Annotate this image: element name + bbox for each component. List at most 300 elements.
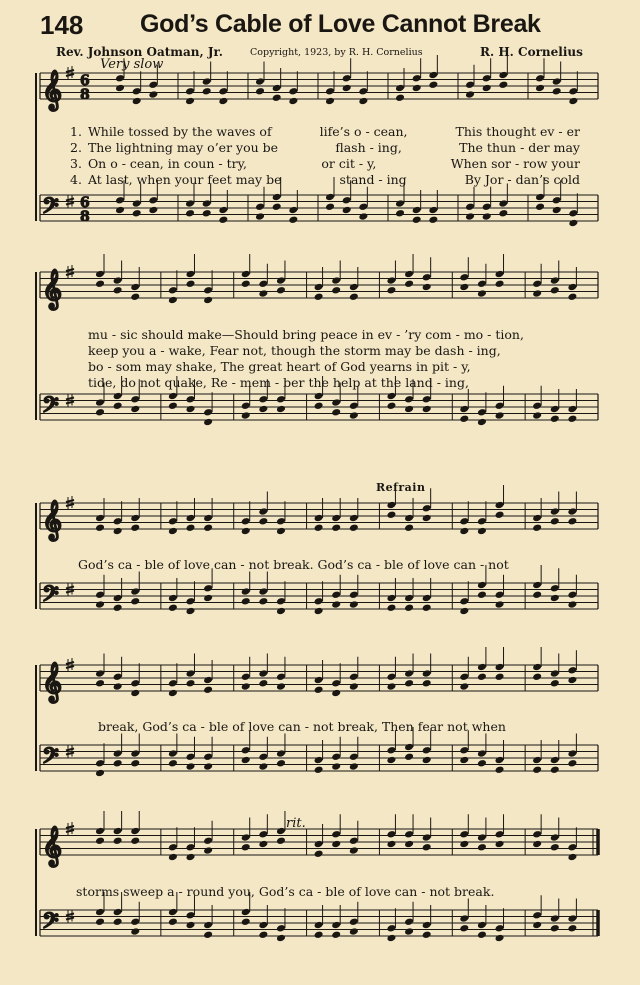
- note-head: [550, 584, 560, 593]
- note-head: [568, 219, 578, 228]
- note-head: [550, 679, 560, 688]
- note-head: [130, 917, 140, 926]
- hymn-number: 148: [40, 10, 84, 40]
- note-head: [567, 924, 577, 933]
- note-head: [495, 672, 505, 681]
- note-head: [404, 279, 414, 288]
- note-head: [130, 827, 140, 836]
- note-head: [314, 849, 324, 858]
- note-head: [550, 914, 560, 923]
- note-head: [532, 921, 542, 930]
- note-head: [186, 921, 196, 930]
- note-head: [349, 514, 359, 523]
- note-head: [241, 587, 251, 596]
- note-head: [203, 418, 213, 427]
- note-head: [148, 90, 158, 99]
- note-head: [495, 924, 505, 933]
- note-head: [477, 930, 487, 939]
- lyricist-credit: Rev. Johnson Oatman, Jr.: [56, 45, 223, 59]
- note-head: [550, 833, 560, 842]
- treble-clef-icon: 𝄞: [42, 500, 63, 540]
- note-head: [395, 199, 405, 208]
- note-head: [255, 77, 265, 86]
- note-head: [113, 672, 123, 681]
- note-head: [498, 71, 508, 80]
- note-head: [404, 514, 414, 523]
- note-head: [395, 209, 405, 218]
- note-head: [130, 679, 140, 688]
- note-head: [428, 206, 438, 215]
- note-head: [428, 71, 438, 80]
- note-head: [258, 830, 268, 839]
- note-head: [459, 840, 469, 849]
- note-head: [168, 908, 178, 917]
- note-head: [276, 286, 286, 295]
- note-head: [404, 917, 414, 926]
- note-head: [272, 202, 282, 211]
- note-head: [95, 279, 105, 288]
- note-head: [168, 517, 178, 526]
- note-head: [314, 921, 324, 930]
- note-head: [567, 283, 577, 292]
- note-head: [218, 206, 228, 215]
- note-head: [404, 669, 414, 678]
- note-head: [203, 846, 213, 855]
- note-head: [168, 401, 178, 410]
- note-head: [95, 408, 105, 417]
- note-head: [386, 603, 396, 612]
- note-head: [115, 84, 125, 93]
- note-head: [331, 689, 341, 698]
- note-head: [495, 501, 505, 510]
- note-head: [132, 199, 142, 208]
- note-head: [404, 752, 414, 761]
- note-head: [276, 682, 286, 691]
- note-head: [331, 523, 341, 532]
- note-head: [412, 84, 422, 93]
- note-head: [422, 843, 432, 852]
- note-head: [386, 830, 396, 839]
- note-head: [567, 600, 577, 609]
- note-head: [349, 682, 359, 691]
- note-head: [203, 514, 213, 523]
- verse-2-line: 2. The lightning may o’er you be flash - ing, The thun - der may: [70, 140, 580, 155]
- note-head: [412, 215, 422, 224]
- note-head: [95, 514, 105, 523]
- note-head: [130, 749, 140, 758]
- note-head: [258, 752, 268, 761]
- note-head: [203, 762, 213, 771]
- note-head: [386, 756, 396, 765]
- note-head: [115, 196, 125, 205]
- note-head: [567, 517, 577, 526]
- note-head: [532, 830, 542, 839]
- note-head: [535, 74, 545, 83]
- note-head: [349, 752, 359, 761]
- note-head: [258, 507, 268, 516]
- treble-clef-icon: 𝄞: [42, 269, 63, 309]
- note-head: [349, 283, 359, 292]
- note-head: [218, 215, 228, 224]
- note-head: [168, 679, 178, 688]
- note-head: [495, 663, 505, 672]
- note-head: [386, 934, 396, 943]
- bass-clef-icon: 𝄢: [42, 393, 59, 423]
- note-head: [459, 672, 469, 681]
- note-head: [168, 392, 178, 401]
- note-head: [113, 603, 123, 612]
- note-head: [495, 270, 505, 279]
- note-head: [255, 87, 265, 96]
- note-head: [132, 87, 142, 96]
- note-head: [218, 97, 228, 106]
- note-head: [482, 84, 492, 93]
- note-head: [404, 523, 414, 532]
- note-head: [477, 590, 487, 599]
- note-head: [241, 746, 251, 755]
- note-head: [422, 746, 432, 755]
- note-head: [202, 77, 212, 86]
- note-head: [202, 87, 212, 96]
- note-head: [241, 527, 251, 536]
- note-head: [422, 504, 432, 513]
- note-head: [386, 594, 396, 603]
- note-head: [258, 762, 268, 771]
- note-head: [255, 212, 265, 221]
- note-head: [495, 279, 505, 288]
- note-head: [331, 590, 341, 599]
- note-head: [95, 398, 105, 407]
- note-head: [95, 270, 105, 279]
- note-head: [272, 84, 282, 93]
- note-head: [477, 843, 487, 852]
- note-head: [276, 827, 286, 836]
- note-head: [477, 408, 487, 417]
- time-signature-denominator: 8: [80, 209, 90, 225]
- note-head: [276, 924, 286, 933]
- note-head: [185, 97, 195, 106]
- note-head: [113, 682, 123, 691]
- note-head: [459, 746, 469, 755]
- note-head: [567, 414, 577, 423]
- note-head: [186, 395, 196, 404]
- note-head: [532, 401, 542, 410]
- note-head: [477, 663, 487, 672]
- note-head: [130, 523, 140, 532]
- note-head: [276, 517, 286, 526]
- note-head: [386, 276, 396, 285]
- note-head: [113, 392, 123, 401]
- note-head: [95, 523, 105, 532]
- note-head: [358, 87, 368, 96]
- note-head: [130, 927, 140, 936]
- note-head: [272, 193, 282, 202]
- refrain-line-3: storms sweep a - round you, God’s ca - ble of love can - not break.: [76, 884, 495, 899]
- note-head: [168, 689, 178, 698]
- note-head: [314, 756, 324, 765]
- note-head: [422, 405, 432, 414]
- note-head: [130, 597, 140, 606]
- note-head: [568, 209, 578, 218]
- note-head: [272, 93, 282, 102]
- note-head: [168, 759, 178, 768]
- note-head: [567, 666, 577, 675]
- note-head: [203, 930, 213, 939]
- note-head: [168, 843, 178, 852]
- note-head: [203, 594, 213, 603]
- note-head: [258, 395, 268, 404]
- note-head: [349, 411, 359, 420]
- note-head: [349, 927, 359, 936]
- note-head: [567, 853, 577, 862]
- note-head: [95, 679, 105, 688]
- note-head: [532, 672, 542, 681]
- note-head: [203, 523, 213, 532]
- note-head: [349, 917, 359, 926]
- note-head: [186, 669, 196, 678]
- note-head: [130, 514, 140, 523]
- note-head: [314, 514, 324, 523]
- note-head: [422, 603, 432, 612]
- note-head: [115, 206, 125, 215]
- note-head: [477, 279, 487, 288]
- note-head: [241, 672, 251, 681]
- note-head: [477, 517, 487, 526]
- note-head: [550, 765, 560, 774]
- note-head: [349, 846, 359, 855]
- note-head: [459, 405, 469, 414]
- note-head: [331, 830, 341, 839]
- note-head: [428, 215, 438, 224]
- note-head: [532, 514, 542, 523]
- note-head: [331, 398, 341, 407]
- note-head: [404, 603, 414, 612]
- note-head: [495, 510, 505, 519]
- note-head: [349, 762, 359, 771]
- note-head: [186, 607, 196, 616]
- note-head: [342, 196, 352, 205]
- note-head: [168, 603, 178, 612]
- note-head: [535, 193, 545, 202]
- note-head: [395, 84, 405, 93]
- note-head: [331, 600, 341, 609]
- note-head: [314, 401, 324, 410]
- note-head: [95, 836, 105, 845]
- note-head: [465, 212, 475, 221]
- note-head: [395, 93, 405, 102]
- note-head: [532, 590, 542, 599]
- note-head: [495, 830, 505, 839]
- note-head: [186, 911, 196, 920]
- note-head: [550, 669, 560, 678]
- treble-clef-icon: 𝄞: [42, 662, 63, 702]
- note-head: [168, 286, 178, 295]
- note-head: [276, 836, 286, 845]
- refrain-line-2: break, God’s ca - ble of love can - not break, Then fear not when: [98, 719, 506, 734]
- note-head: [113, 827, 123, 836]
- note-head: [498, 209, 508, 218]
- note-head: [567, 507, 577, 516]
- note-head: [465, 80, 475, 89]
- verse-3-continuation: bo - som may shake, The great heart of God yearns in pit - y,: [88, 359, 471, 374]
- note-head: [535, 84, 545, 93]
- note-head: [404, 270, 414, 279]
- note-head: [331, 921, 341, 930]
- note-head: [495, 756, 505, 765]
- note-head: [203, 685, 213, 694]
- note-head: [386, 682, 396, 691]
- note-head: [495, 411, 505, 420]
- note-head: [202, 209, 212, 218]
- bass-clef-icon: 𝄢: [42, 582, 59, 612]
- note-head: [465, 202, 475, 211]
- note-head: [241, 756, 251, 765]
- note-head: [186, 514, 196, 523]
- note-head: [358, 202, 368, 211]
- note-head: [386, 401, 396, 410]
- note-head: [459, 830, 469, 839]
- note-head: [342, 74, 352, 83]
- note-head: [95, 759, 105, 768]
- note-head: [331, 762, 341, 771]
- note-head: [186, 523, 196, 532]
- note-head: [241, 682, 251, 691]
- note-head: [130, 836, 140, 845]
- note-head: [386, 510, 396, 519]
- note-head: [412, 206, 422, 215]
- note-head: [276, 672, 286, 681]
- note-head: [276, 749, 286, 758]
- note-head: [276, 934, 286, 943]
- note-head: [314, 597, 324, 606]
- note-head: [404, 594, 414, 603]
- note-head: [331, 840, 341, 849]
- note-head: [276, 405, 286, 414]
- note-head: [186, 679, 196, 688]
- note-head: [168, 594, 178, 603]
- note-head: [498, 80, 508, 89]
- note-head: [314, 765, 324, 774]
- time-signature-numerator: 6: [80, 73, 90, 89]
- note-head: [276, 597, 286, 606]
- note-head: [186, 270, 196, 279]
- note-head: [203, 408, 213, 417]
- note-head: [95, 600, 105, 609]
- note-head: [550, 517, 560, 526]
- note-head: [358, 97, 368, 106]
- note-head: [331, 408, 341, 417]
- note-head: [459, 682, 469, 691]
- note-head: [477, 581, 487, 590]
- note-head: [241, 411, 251, 420]
- note-head: [459, 924, 469, 933]
- note-head: [168, 853, 178, 862]
- note-head: [113, 401, 123, 410]
- note-head: [148, 206, 158, 215]
- note-head: [422, 921, 432, 930]
- note-head: [567, 843, 577, 852]
- note-head: [276, 395, 286, 404]
- note-head: [495, 840, 505, 849]
- note-head: [288, 97, 298, 106]
- note-head: [459, 414, 469, 423]
- note-head: [258, 669, 268, 678]
- note-head: [276, 759, 286, 768]
- note-head: [241, 517, 251, 526]
- note-head: [550, 276, 560, 285]
- time-signature-numerator: 6: [80, 195, 90, 211]
- note-head: [203, 286, 213, 295]
- note-head: [550, 924, 560, 933]
- refrain-line-1: God’s ca - ble of love can - not break. God’s ca - ble of love can - not: [78, 557, 509, 572]
- note-head: [349, 523, 359, 532]
- note-head: [186, 853, 196, 862]
- note-head: [477, 833, 487, 842]
- note-head: [532, 581, 542, 590]
- note-head: [386, 501, 396, 510]
- note-head: [552, 196, 562, 205]
- note-head: [482, 74, 492, 83]
- note-head: [404, 927, 414, 936]
- note-head: [495, 590, 505, 599]
- bass-clef-icon: 𝄢: [42, 194, 59, 224]
- note-head: [477, 289, 487, 298]
- note-head: [331, 752, 341, 761]
- note-head: [404, 405, 414, 414]
- note-head: [477, 759, 487, 768]
- note-head: [404, 830, 414, 839]
- note-head: [130, 405, 140, 414]
- note-head: [276, 527, 286, 536]
- note-head: [550, 507, 560, 516]
- note-head: [258, 587, 268, 596]
- hymn-title: God’s Cable of Love Cannot Break: [140, 10, 541, 38]
- note-head: [325, 87, 335, 96]
- note-head: [276, 607, 286, 616]
- note-head: [386, 392, 396, 401]
- note-head: [258, 289, 268, 298]
- note-head: [331, 679, 341, 688]
- verse-4-line: 4. At last, when your feet may be stand - ing By Jor - dan’s cold: [70, 172, 580, 187]
- note-head: [532, 911, 542, 920]
- verse-3-line: 3. On o - cean, in coun - try, or cit - y, When sor - row your: [70, 156, 580, 171]
- treble-clef-icon: 𝄞: [42, 826, 63, 866]
- note-head: [132, 97, 142, 106]
- note-head: [132, 209, 142, 218]
- note-head: [535, 202, 545, 211]
- note-head: [113, 594, 123, 603]
- note-head: [218, 87, 228, 96]
- note-head: [130, 689, 140, 698]
- note-head: [113, 908, 123, 917]
- copyright-notice: Copyright, 1923, by R. H. Cornelius: [250, 47, 423, 58]
- note-head: [288, 87, 298, 96]
- note-head: [148, 80, 158, 89]
- note-head: [567, 676, 577, 685]
- note-head: [148, 196, 158, 205]
- note-head: [498, 199, 508, 208]
- treble-clef-icon: 𝄞: [42, 70, 63, 110]
- note-head: [258, 840, 268, 849]
- note-head: [422, 669, 432, 678]
- note-head: [477, 418, 487, 427]
- note-head: [314, 840, 324, 849]
- note-head: [404, 840, 414, 849]
- note-head: [568, 97, 578, 106]
- note-head: [314, 523, 324, 532]
- note-head: [241, 597, 251, 606]
- note-head: [459, 597, 469, 606]
